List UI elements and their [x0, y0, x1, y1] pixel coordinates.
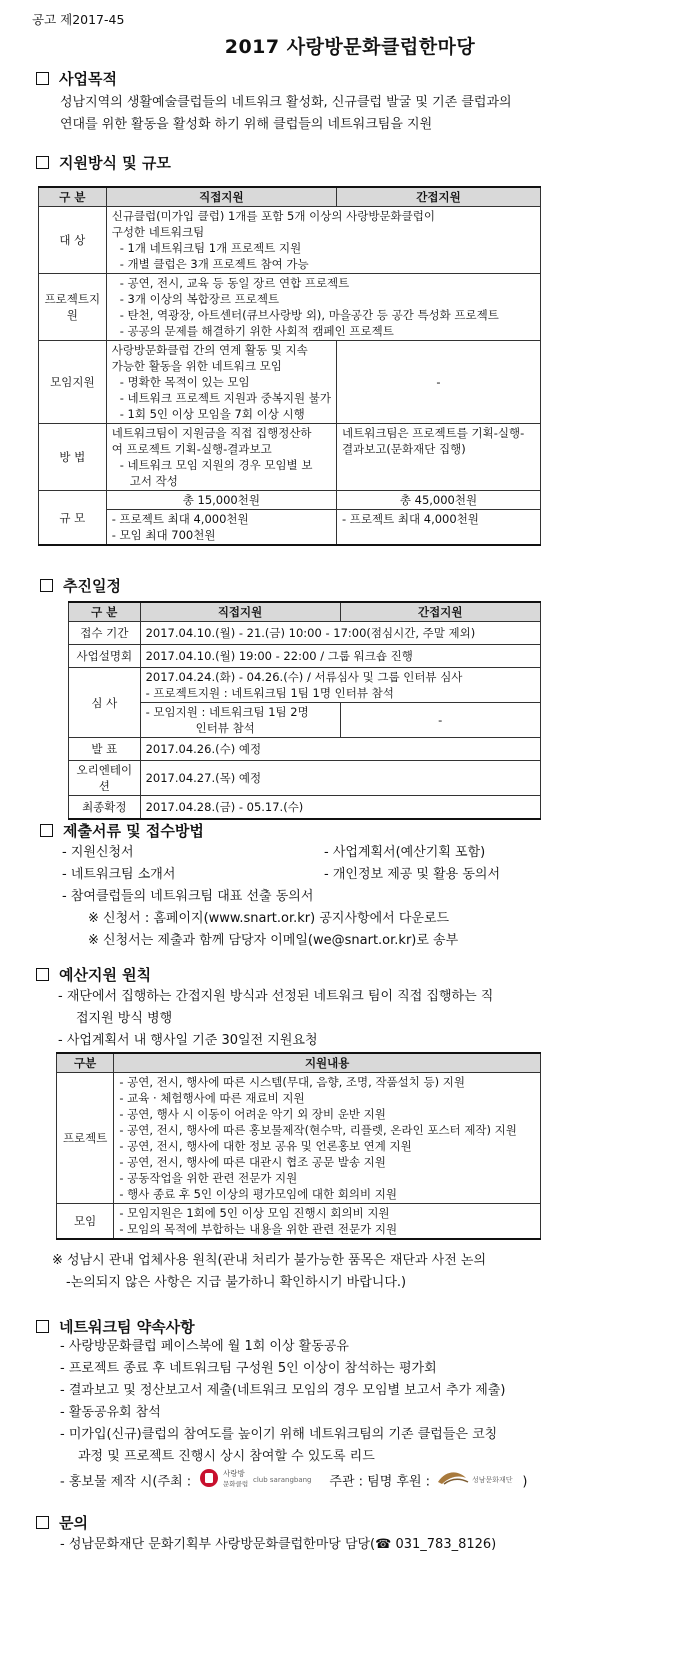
section-purpose-heading: 사업목적 [36, 68, 117, 89]
schedule-row-reception: 접수 기간 2017.04.10.(월) - 21.(금) 10:00 - 17:00(점심시간, 주말 제외) [69, 622, 541, 645]
support-row-scale-detail: - 프로젝트 최대 4,000천원 - 모임 최대 700천원 - 프로젝트 최대 4,000천원 [39, 510, 541, 546]
phone-icon: ☎ [375, 1537, 392, 1552]
section-promise-heading: 네트워크팀 약속사항 [36, 1316, 195, 1337]
support-header-direct: 직접지원 [106, 187, 336, 207]
checkbox-square-icon [36, 968, 49, 981]
documents-col1: - 지원신청서 - 네트워크팀 소개서 [62, 845, 176, 882]
promise-pr-line: - 홍보물 제작 시(주최 : 사랑방 문화클럽 club sarangbang 주관 : 팀명 후원 : 성남문화재단 ) [60, 1466, 527, 1498]
svg-text:사랑방: 사랑방 [223, 1469, 246, 1478]
support-header-indirect: 간접지원 [337, 187, 541, 207]
purpose-text: 성남지역의 생활예술클럽들의 네트워크 활성화, 신규클럽 발굴 및 기존 클럽과의 연대를 위한 활동을 활성화 하기 위해 클럽들의 네트워크팀을 지원 [60, 95, 512, 132]
support-row-target: 대 상 신규클럽(미가입 클럽) 1개를 포함 5개 이상의 사랑방문화클럽이 구성한 네트워크팀 - 1개 네트워크팀 1개 프로젝트 지원 - 개별 클럽은 3개 프로젝트 참여 가능 [39, 207, 541, 274]
section-contact-heading: 문의 [36, 1512, 88, 1533]
schedule-row-review: 심 사 2017.04.24.(화) - 04.26.(수) / 서류심사 및 그룹 인터뷰 심사 - 프로젝트지원 : 네트워크팀 1팀 1명 인터뷰 참석 [69, 668, 541, 703]
checkbox-square-icon [40, 824, 53, 837]
section-budget-heading: 예산지원 원칙 [36, 964, 151, 985]
budget-row-project: 프로젝트 - 공연, 전시, 행사에 따른 시스템(무대, 음향, 조명, 작품설치 등) 지원 - 교육 · 체험행사에 따른 재료비 지원 - 공연, 행사 시 이동이 어려운 악기 외 장비 운반 지원 - 공연, 전시, 행사에 따른 홍보물제작(현수막, 리플렛, 온라인 포스터 제작) 지원 - 공연, 전시, 행사에 대한 정보 공유 및 언론홍보 연계 지원 - 공연, 전시, 행사에 따른 대관시 협조 공문 발송 지원 - 공동작업을 위한 관련 전문가 지원 - 행사 종료 후 5인 이상의 평가모임에 대한 회의비 지원 [57, 1073, 541, 1204]
schedule-row-announce: 발 표 2017.04.26.(수) 예정 [69, 738, 541, 761]
svg-text:club sarangbang: club sarangbang [253, 1476, 312, 1484]
svg-text:성남문화재단: 성남문화재단 [472, 1476, 513, 1484]
budget-table: 구분 지원내용 프로젝트 - 공연, 전시, 행사에 따른 시스템(무대, 음향, 조명, 작품설치 등) 지원 - 교육 · 체험행사에 따른 재료비 지원 - 공연, 행사 시 이동이 어려운 악기 외 장비 운반 지원 - 공연, 전시, 행사에 따른 홍보물제작(현수막, 리플렛, 온라인 포스터 제작) 지원 - 공연, 전시, 행사에 대한 정보 공유 및 언론홍보 연계 지원 - 공연, 전시, 행사에 따른 대관시 협조 공문 발송 지원 - 공동작업을 위한 관련 전문가 지원 - 행사 종료 후 5인 이상의 평가모임에 대한 회의비 지원 모임 - 모임지원은 1회에 5인 이상 모임 진행시 회의비 지원 - 모임의 목적에 부합하는 내용을 위한 관련 전문가 지원 [56, 1052, 541, 1240]
schedule-row-orientation: 오리엔테이션 2017.04.27.(목) 예정 [69, 761, 541, 796]
promise-list: - 사랑방문화클럽 페이스북에 월 1회 이상 활동공유 - 프로젝트 종료 후 네트워크팀 구성원 5인 이상이 참석하는 평가회 - 결과보고 및 정산보고서 제출(네트워크 모임의 경우 모임별 보고서 추가 제출) - 활동공유회 참석 - 미가입(신규)클럽의 참여도를 높이기 위해 네트워크팀의 기존 클럽들은 코칭 과정 및 프로젝트 진행시 상시 참여할 수 있도록 리드 [60, 1339, 506, 1464]
section-documents-heading: 제출서류 및 접수방법 [40, 820, 204, 841]
documents-full: - 참여클럽들의 네트워크팀 대표 선출 동의서 [62, 889, 314, 904]
support-row-scale-total: 규 모 총 15,000천원 총 45,000천원 [39, 491, 541, 510]
schedule-row-confirm: 최종확정 2017.04.28.(금) - 05.17.(수) [69, 796, 541, 820]
sarangbang-club-logo [199, 1466, 321, 1498]
support-table [38, 186, 541, 546]
schedule-row-review-sub: - 모임지원 : 네트워크팀 1팀 2명 인터뷰 참석 - [69, 703, 541, 738]
contact-line: - 성남문화재단 문화기획부 사랑방문화클럽한마당 담당(☎ 031_783_8126) [60, 1537, 497, 1552]
support-row-meeting: 모임지원 사랑방문화클럽 간의 연계 활동 및 지속 가능한 활동을 위한 네트워크 모임 - 명확한 목적이 있는 모임 - 네트워크 프로젝트 지원과 중복지원 불가 - 1회 5인 이상 모임을 7회 이상 시행 - [39, 341, 541, 424]
documents-col2: - 사업계획서(예산기획 포함) - 개인정보 제공 및 활용 동의서 [324, 845, 501, 882]
seongnam-foundation-logo [436, 1466, 516, 1498]
section-support-heading: 지원방식 및 규모 [36, 152, 171, 173]
schedule-row-briefing: 사업설명회 2017.04.10.(월) 19:00 - 22:00 / 그룹 워크숍 진행 [69, 645, 541, 668]
support-row-method: 방 법 네트워크팀이 지원금을 직접 집행정산하 여 프로젝트 기획-실행-결과보고 - 네트워크 모임 지원의 경우 모임별 보 고서 작성 네트워크팀은 프로젝트를 기획-실행- 결과보고(문화재단 집행) [39, 424, 541, 491]
page-title: 2017 사랑방문화클럽한마당 [224, 36, 476, 58]
notice-number: 공고 제2017-45 [32, 12, 125, 27]
checkbox-square-icon [36, 1516, 49, 1529]
budget-row-meeting: 모임 - 모임지원은 1회에 5인 이상 모임 진행시 회의비 지원 - 모임의 목적에 부합하는 내용을 위한 관련 전문가 지원 [57, 1204, 541, 1240]
checkbox-square-icon [36, 72, 49, 85]
documents-notes: ※ 신청서 : 홈페이지(www.snart.or.kr) 공지사항에서 다운로드 ※ 신청서는 제출과 함께 담당자 이메일(we@snart.or.kr)로 송부 [88, 911, 459, 948]
section-schedule-heading: 추진일정 [40, 575, 121, 596]
budget-note: ※ 성남시 관내 업체사용 원칙(관내 처리가 불가능한 품목은 재단과 사전 논의 -논의되지 않은 사항은 지급 불가하니 확인하시기 바랍니다.) [52, 1253, 487, 1290]
sarangbang-logo-icon [199, 1466, 321, 1490]
seongnam-foundation-logo-icon [436, 1466, 516, 1490]
budget-text: - 재단에서 집행하는 간접지원 방식과 선정된 네트워크 팀이 직접 집행하는 직 접지원 방식 병행 - 사업계획서 내 행사일 기준 30일전 지원요청 [58, 989, 494, 1048]
svg-text:문화클럽: 문화클럽 [223, 1480, 249, 1488]
support-row-project: 프로젝트지원 - 공연, 전시, 교육 등 동일 장르 연합 프로젝트 - 3개 이상의 복합장르 프로젝트 - 탄천, 역광장, 아트센터(큐브사랑방 외), 마을공간 등 공간 특성화 프로젝트 - 공공의 문제를 해결하기 위한 사회적 캠페인 프로젝트 [39, 274, 541, 341]
schedule-table: 구 분 직접지원 간접지원 접수 기간 2017.04.10.(월) - 21.(금) 10:00 - 17:00(점심시간, 주말 제외) 사업설명회 2017.04.10.(월) 19:00 - 22:00 / 그룹 워크숍 진행 심 사 2017.04.24.(화) - 04.26.(수) / 서류심사 및 그룹 인터뷰 심사 - 프로젝트지원 : 네트워크팀 1팀 1명 인터뷰 참석 - 모임지원 : 네트워크팀 1팀 2명 인터뷰 참석 - 발 표 2017.04.26.(수) 예정 오리엔테이션 2017.04.27.(목) 예정 최종확정 2017.04.28.(금) - 05.17.(수) [68, 601, 541, 820]
support-header-category: 구 분 [39, 187, 107, 207]
checkbox-square-icon [40, 579, 53, 592]
checkbox-square-icon [36, 156, 49, 169]
checkbox-square-icon [36, 1320, 49, 1333]
